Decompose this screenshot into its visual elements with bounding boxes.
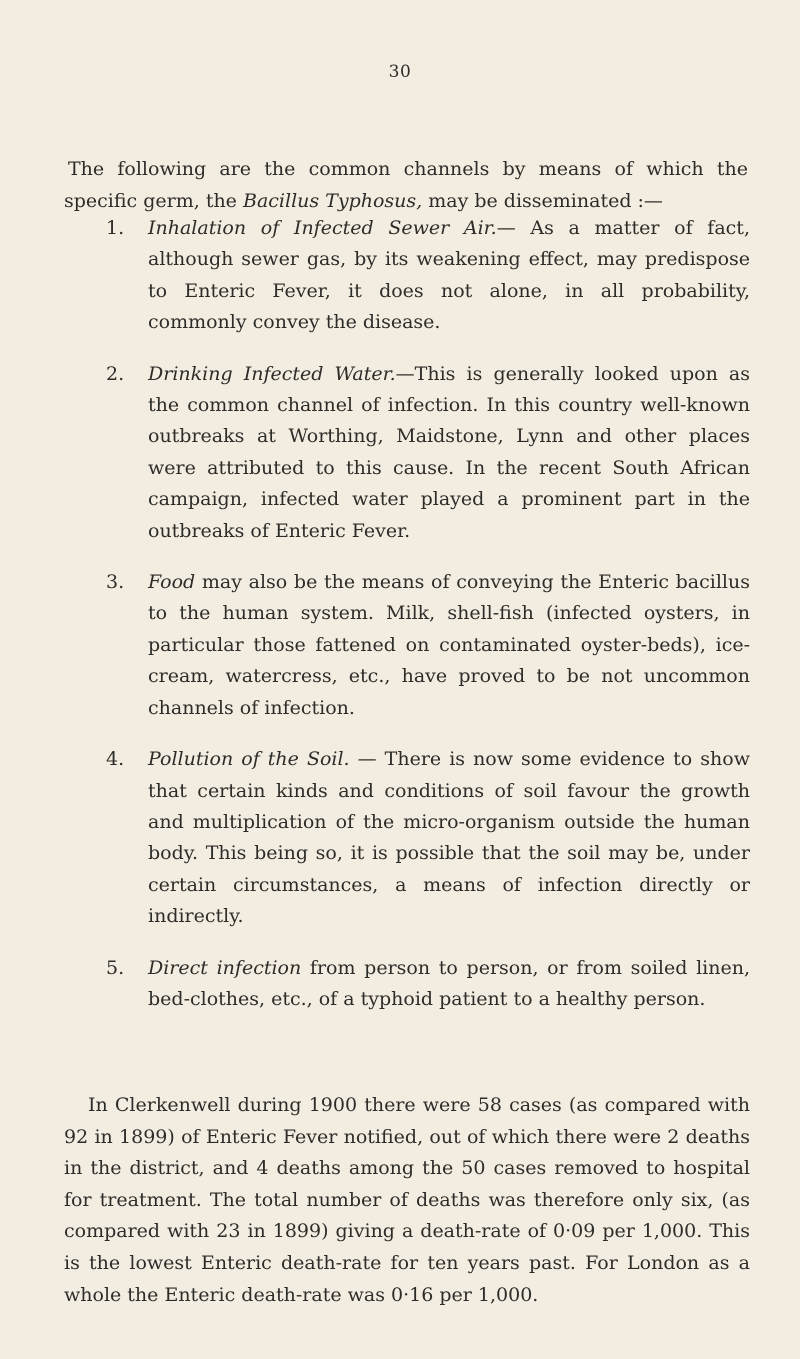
item-number: 2.	[106, 362, 125, 385]
intro-text: The following are the common channels by means of which the specific germ, the	[64, 158, 748, 212]
item-text: may also be the means of conveying the Enteric bacillus to the human system. Milk, shell-fish (infected oysters, in particular those fattened on contaminated oyster-beds), ice-cream, watercress, etc., have proved to be not uncommon channels of infection.	[148, 571, 750, 719]
channels-list	[88, 213, 750, 1035]
item-title: Food	[148, 571, 196, 594]
item-title: Direct infection	[148, 956, 302, 979]
list-item	[88, 359, 750, 547]
item-title: Pollution of the Soil.	[148, 748, 350, 771]
item-number: 5.	[106, 956, 125, 979]
intro-text-end: may be disseminated :—	[422, 190, 663, 212]
summary-paragraph: In Clerkenwell during 1900 there were 58 cases (as compared with 92 in 1899) of Enteric Fever notified, out of which there were 2 deaths in the district, and 4 deaths among the 50 cases removed to hospital for treatment. The total number of deaths was therefore only six, (as compared with 23 in 1899) giving a death-rate of 0·09 per 1,000. This is the lowest Enteric death-rate for ten years past. For London as a whole the Enteric death-rate was 0·16 per 1,000.	[64, 1094, 750, 1306]
list-item	[88, 953, 750, 1016]
item-text: — There is now some evidence to show that certain kinds and conditions of soil favour the growth and multiplication of the micro-organism outside the human body. This being so, it is possible that the soil may be, under certain circumstances, a means of infection directly or indirectly.	[148, 748, 750, 928]
list-item	[88, 744, 750, 932]
item-text: — As a matter of fact, although sewer gas, by its weakening effect, may predispose to Enteric Fever, it does not alone, in all probability, commonly convey the disease.	[148, 217, 750, 334]
intro-germ-name: Bacillus Typhosus,	[242, 190, 423, 212]
item-text: —This is generally looked upon as the common channel of infection. In this country well-known outbreaks at Worthing, Maidstone, Lynn and other places were attributed to this cause. In the recent South African campaign, infected water played a prominent part in the outbreaks of Enteric Fever.	[148, 362, 750, 542]
item-number: 1.	[106, 217, 125, 239]
list-item	[88, 213, 750, 339]
item-number: 3.	[106, 571, 125, 594]
item-title: Inhalation of Infected Sewer Air.	[148, 217, 497, 239]
list-item	[88, 567, 750, 724]
item-title: Drinking Infected Water.	[148, 362, 396, 385]
intro-paragraph	[64, 153, 748, 217]
page-number: 30	[388, 62, 412, 82]
item-text: from person to person, or from soiled linen, bed-clothes, etc., of a typhoid patient to a healthy person.	[148, 956, 750, 1010]
item-number: 4.	[106, 748, 125, 771]
